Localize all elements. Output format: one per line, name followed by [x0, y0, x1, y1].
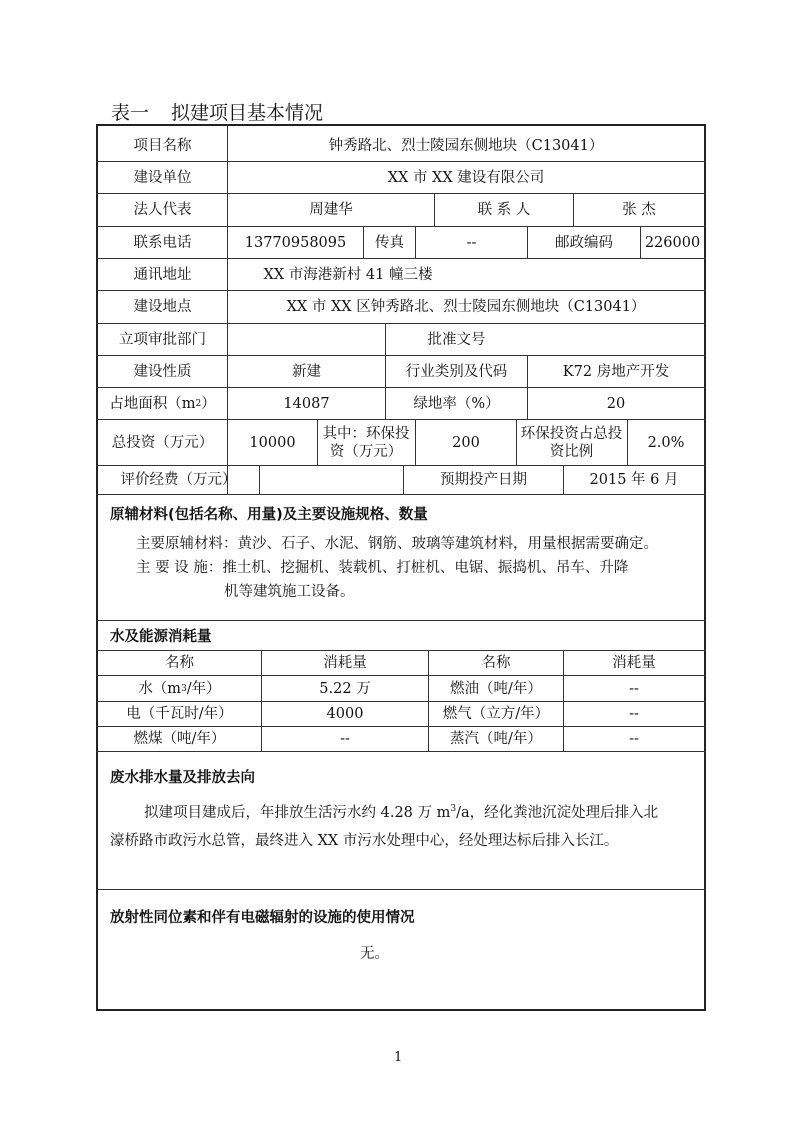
area-label: 占地面积（m 2 ）	[109, 395, 216, 412]
project-name-value: 钟秀路北、烈士陵园东侧地块（C13041）	[328, 137, 604, 154]
contact-value: 张 杰	[622, 202, 656, 218]
env-investment-value: 200	[452, 434, 480, 451]
investment-value: 10000	[249, 434, 296, 451]
phone-value: 13770958095	[244, 234, 347, 251]
postcode-value: 226000	[644, 234, 701, 251]
postcode-label: 邮政编码	[555, 234, 613, 251]
divider	[96, 494, 706, 495]
gas-value: --	[629, 706, 639, 722]
nature-value: 新建	[292, 363, 321, 380]
fuel-oil-label: 燃油（吨/年）	[450, 680, 542, 697]
divider	[96, 620, 706, 621]
fax-value: --	[466, 234, 477, 251]
approval-dept-label: 立项审批部门	[119, 331, 206, 348]
site-value: XX 市 XX 区钟秀路北、烈士陵园东侧地块（C13041）	[286, 299, 646, 315]
electricity-value: 4000	[326, 706, 364, 722]
energy-col-name-2: 名称	[481, 655, 511, 671]
radiation-value: 无。	[360, 946, 389, 962]
project-name-label: 项目名称	[133, 137, 192, 154]
site-label: 建设地点	[133, 299, 192, 315]
divider	[96, 889, 706, 890]
builder-label: 建设单位	[133, 169, 192, 186]
coal-label: 燃煤（吨/年）	[133, 731, 226, 747]
energy-col-consumption-2: 消耗量	[612, 655, 656, 671]
coal-value: --	[340, 731, 350, 747]
env-investment-label: 其中：环保投资（万元）	[322, 425, 410, 460]
area-value: 14087	[283, 395, 330, 412]
wastewater-heading: 废水排水量及排放去向	[110, 770, 255, 786]
green-rate-value: 20	[606, 395, 626, 412]
fuel-oil-value: --	[629, 680, 639, 697]
industry-value: K72 房地产开发	[562, 363, 670, 380]
eval-fee-label: 评价经费（万元）	[120, 472, 237, 488]
energy-heading: 水及能源消耗量	[110, 629, 212, 645]
divider	[516, 419, 517, 465]
energy-col-consumption: 消耗量	[323, 655, 367, 671]
production-date-label: 预期投产日期	[440, 472, 527, 488]
env-ratio-value: 2.0%	[647, 434, 685, 451]
nature-label: 建设性质	[133, 363, 192, 380]
gas-label: 燃气（立方/年）	[442, 706, 550, 722]
materials-heading: 原辅材料(包括名称、用量)及主要设施规格、数量	[110, 507, 428, 523]
builder-value: XX 市 XX 建设有限公司	[387, 169, 545, 186]
legal-rep-label: 法人代表	[133, 202, 192, 218]
env-ratio-label: 环保投资占总投资比例	[520, 425, 623, 460]
industry-label: 行业类别及代码	[405, 363, 508, 380]
electricity-label: 电（千瓦时/年）	[126, 706, 233, 722]
steam-value: --	[629, 731, 639, 747]
approval-dept-value	[228, 324, 385, 355]
green-rate-label: 绿地率（%）	[413, 395, 500, 412]
production-date-value: 2015 年 6 月	[589, 472, 679, 488]
phone-label: 联系电话	[133, 234, 192, 251]
wastewater-line-1: 拟建项目建成后，年排放生活污水约 4.28 万 $m^3/a$，经化粪池沉淀处理后排入北	[144, 804, 659, 821]
eval-fee-value	[260, 466, 403, 494]
legal-rep-value: 周建华	[309, 202, 353, 218]
divider	[96, 751, 706, 752]
steam-label: 蒸汽（吨/年）	[450, 731, 542, 747]
approval-doc-label: 批准文号	[427, 331, 486, 348]
page-number: 1	[394, 1050, 403, 1065]
contact-label: 联 系 人	[477, 202, 531, 218]
page-title: 表一 拟建项目基本情况	[111, 102, 324, 124]
divider	[317, 419, 318, 465]
approval-doc-value	[528, 324, 704, 355]
address-value: XX 市海港新村 41 幢三楼	[263, 266, 433, 283]
materials-line-1: 主要原辅材料：黄沙、石子、水泥、钢筋、玻璃等建筑材料，用量根据需要确定。	[136, 536, 658, 552]
water-label: 水（m 3 /年）	[138, 680, 221, 697]
address-label: 通讯地址	[133, 266, 192, 283]
water-value: 5.22 万	[319, 680, 371, 697]
fax-label: 传真	[375, 234, 404, 251]
energy-col-name: 名称	[165, 655, 194, 671]
radiation-heading: 放射性同位素和伴有电磁辐射的设施的使用情况	[110, 910, 415, 926]
investment-label: 总投资（万元）	[111, 434, 214, 451]
materials-line-2: 主 要 设 施：推土机、挖掘机、装载机、打桩机、电锯、振捣机、吊车、升降	[136, 560, 629, 576]
materials-line-3: 机等建筑施工设备。	[224, 584, 355, 600]
wastewater-line-2: 濠桥路市政污水总管，最终进入 XX 市污水处理中心，经处理达标后排入长江。	[110, 833, 619, 849]
